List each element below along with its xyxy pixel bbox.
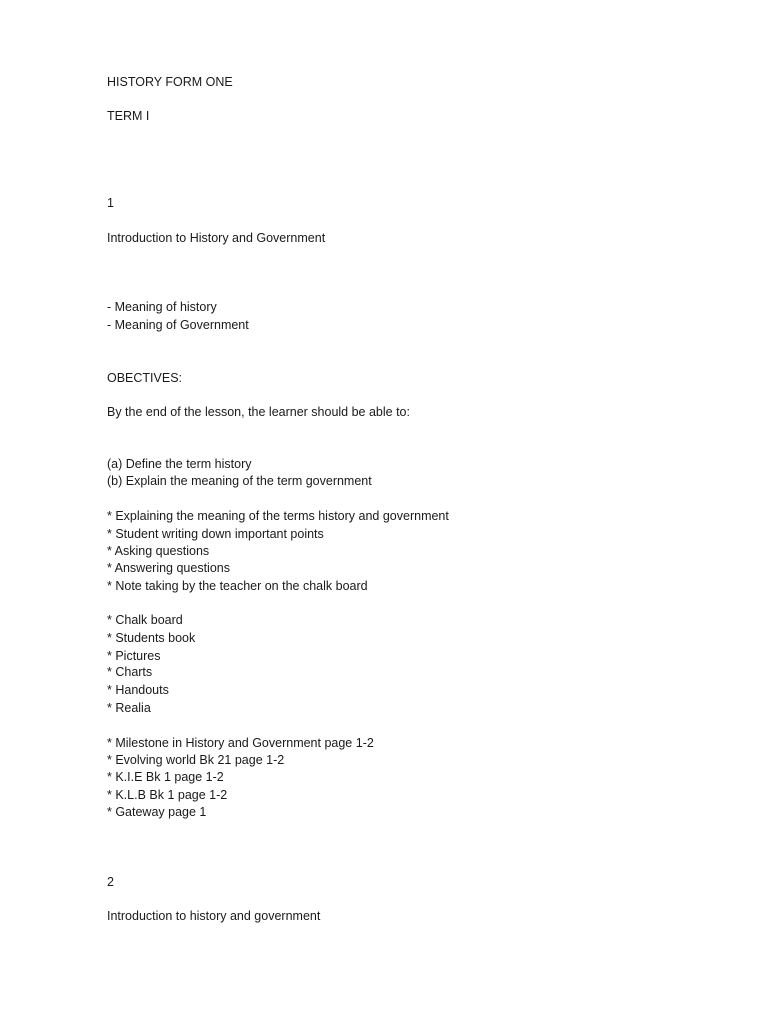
reference-item: * Evolving world Bk 21 page 1-2 [107,753,285,767]
reference-item: * Gateway page 1 [107,805,207,819]
document-title: HISTORY FORM ONE [107,75,233,89]
reference-item: * K.I.E Bk 1 page 1-2 [107,770,224,784]
resource-item: * Students book [107,631,196,645]
resource-item: * Handouts [107,683,169,697]
activity-item: * Student writing down important points [107,527,324,541]
subtopic-item: - Meaning of history [107,300,217,314]
objective-item: (a) Define the term history [107,457,252,471]
reference-item: * Milestone in History and Government page 1-2 [107,736,374,750]
reference-item: * K.L.B Bk 1 page 1-2 [107,788,228,802]
lesson-number: 1 [107,196,114,210]
resource-item: * Chalk board [107,613,183,627]
activity-item: * Asking questions [107,544,210,558]
objectives-intro: By the end of the lesson, the learner should be able to: [107,405,410,419]
activity-item: * Note taking by the teacher on the chalk board [107,579,368,593]
resource-item: * Realia [107,701,151,715]
resource-item: * Charts [107,665,153,679]
term-label: TERM I [107,109,150,123]
lesson-topic: Introduction to History and Government [107,231,326,245]
activity-item: * Explaining the meaning of the terms history and government [107,509,449,523]
lesson-topic: Introduction to history and government [107,909,321,923]
resource-item: * Pictures [107,649,161,663]
objectives-heading: OBECTIVES: [107,371,183,385]
subtopic-item: - Meaning of Government [107,318,249,332]
lesson-number: 2 [107,875,114,889]
objective-item: (b) Explain the meaning of the term government [107,474,372,488]
activity-item: * Answering questions [107,561,230,575]
